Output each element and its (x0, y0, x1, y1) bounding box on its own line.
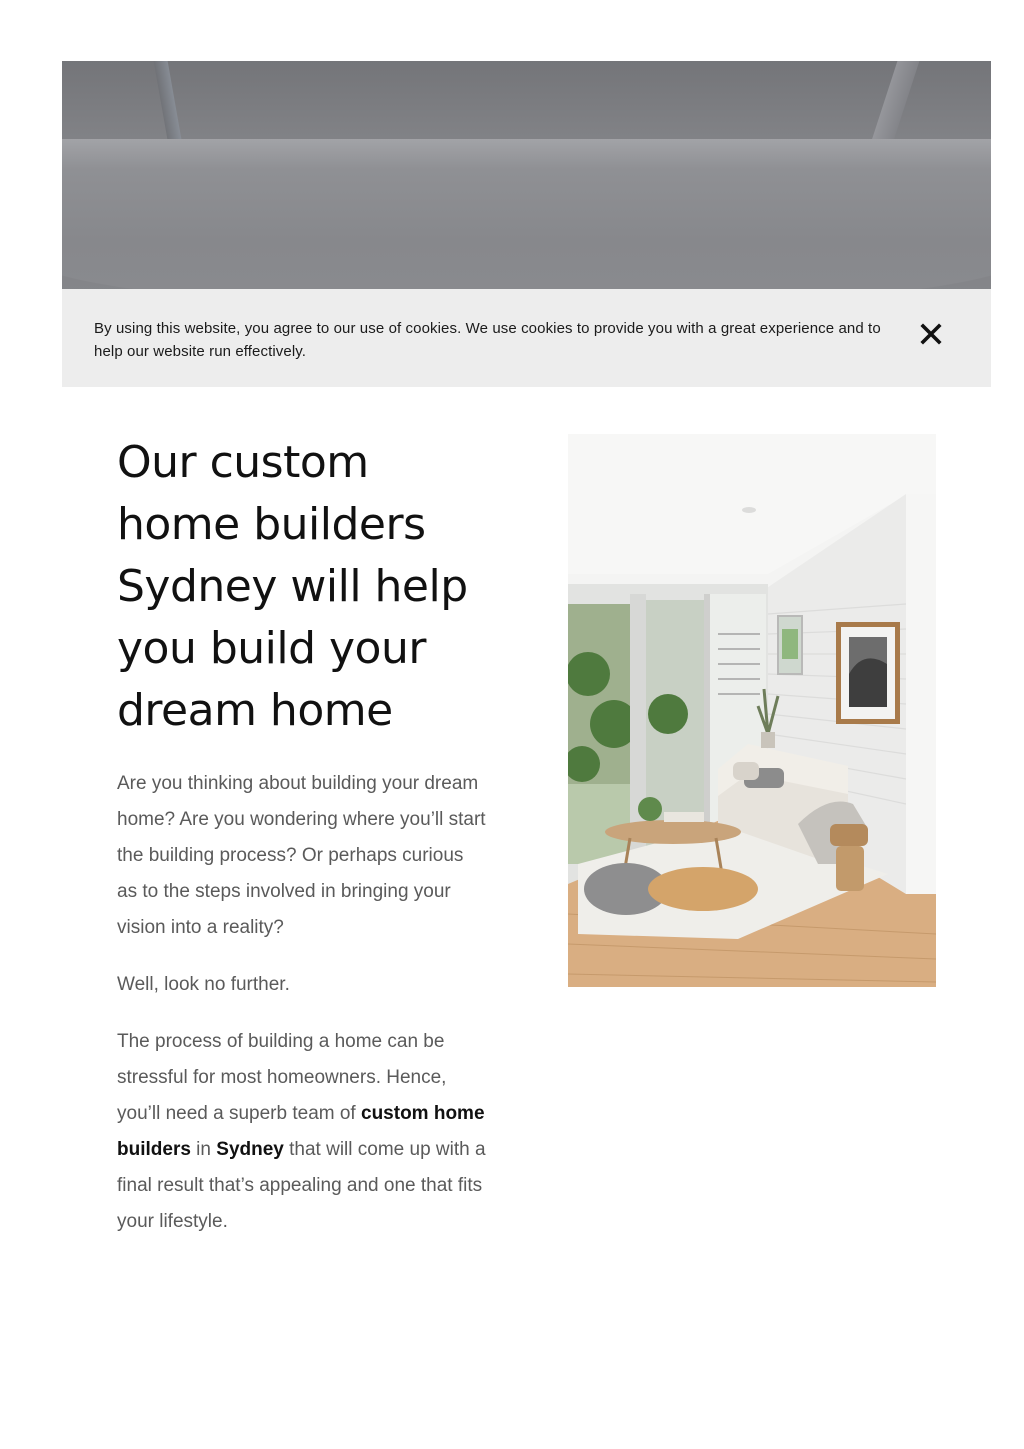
paragraph-look-further: Well, look no further. (117, 974, 290, 995)
paragraph-process-part-2: in (190, 1139, 217, 1160)
paragraph-process-part-3: that will come up with a final result that’s appealing and one that fits your lifestyle. (117, 1139, 486, 1232)
keyword-custom-home-builders: custom home builders (117, 1103, 485, 1160)
keyword-sydney: Sydney (216, 1139, 284, 1160)
close-icon[interactable] (916, 319, 946, 349)
paragraph-process (117, 1024, 487, 1240)
page-title: Our custom home builders Sydney will help you build your dream home (117, 437, 468, 736)
hero-bathtub-shape (62, 139, 991, 309)
paragraph-process-part-1: The process of building a home can be stressful for most homeowners. Hence, you’ll need a superb team of (117, 1031, 447, 1124)
hero-ceiling (62, 61, 991, 149)
cookie-banner (62, 289, 991, 387)
living-room-photo (568, 434, 936, 987)
hero-image (62, 61, 991, 324)
intro-copy (117, 766, 487, 1261)
cookie-message: By using this website, you agree to our use of cookies. We use cookies to provide you with a great experience and to help our website run effectively. (94, 320, 881, 360)
paragraph-intro: Are you thinking about building your dream home? Are you wondering where you’ll start the building process? Or perhaps curious as to the steps involved in bringing your vision into a reality? (117, 773, 486, 938)
living-room-illustration (568, 434, 936, 987)
close-icon-svg (916, 319, 946, 349)
